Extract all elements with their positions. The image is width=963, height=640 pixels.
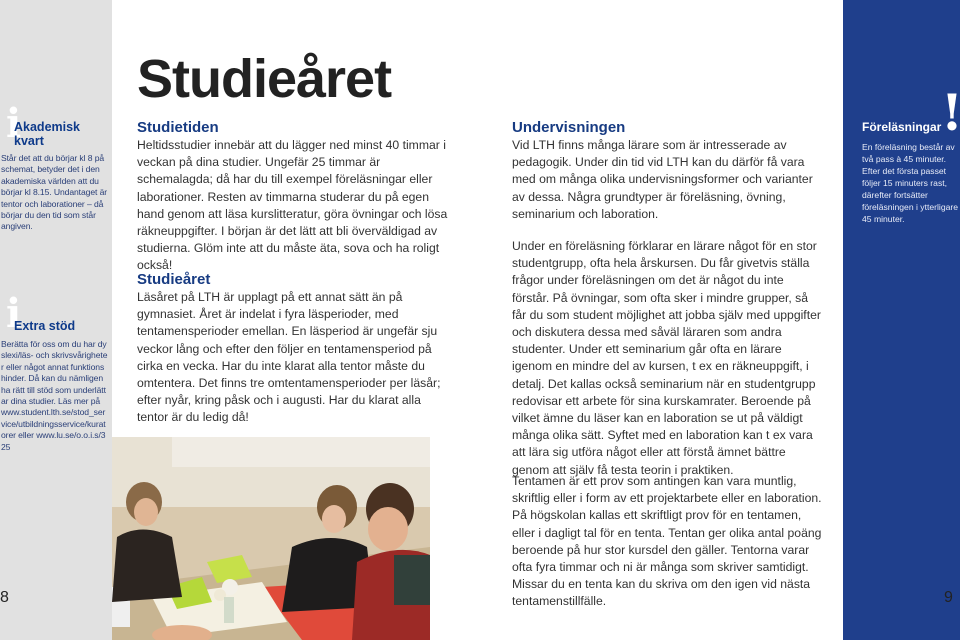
studiearet-text: Läsåret på LTH är upplagt på ett annat sätt än på gymnasiet. Året är indelat i fyra läsperioder, med tentamensperioder emellan. En läsperiod är ungefär sju veckor lång och efter den följer en tentamensperiod på cirka en vecka. Har du inte klarat alla tentor måste du omtentera. Det finns tre omtentamensperioder per läsår; efter nyår, kring påsk och i augusti. Har du klarat alla tentor är du ledig då! bbox=[137, 290, 441, 425]
extra-stod-heading: Extra stöd bbox=[14, 319, 76, 333]
akademisk-kvart-text: Står det att du börjar kl 8 på schemat, betyder det i den akademiska världen att du börjar kl 8.15. Undantaget är tentor och laborationer – då börjar du den tid som står angiven. bbox=[1, 153, 108, 232]
forelasningar-text: En föreläsning består av två pass à 45 minuter. Efter det första passet följer 15 minuters rast, därefter fortsätter föreläsningen i ytterligare 45 minuter. bbox=[862, 142, 959, 224]
akademisk-kvart-heading: Akademisk kvart bbox=[14, 120, 81, 148]
exclamation-icon: ! bbox=[941, 83, 963, 142]
undervisningen-p1: Vid LTH finns många lärare som är intresserade av pedagogik. Under din tid vid LTH kan du därför få vara med om många olika undervisningsformer och varianter av dessa. Några grundtyper är föreläsning, övning, seminarium och laboration. bbox=[512, 138, 813, 221]
forelasningar-heading: Föreläsningar bbox=[862, 120, 942, 134]
studiearet-heading: Studieåret bbox=[137, 271, 211, 288]
undervisningen-p3: Tentamen är ett prov som antingen kan vara muntlig, skriftlig eller i form av ett projektarbete eller en laboration. På högskolan kallas ett skriftligt prov för en tentamen, eller i dagligt tal för en tenta. Tentan ger olika antal poäng beroende på hur stor kursdel den gäller. Tentorna varar ofta fyra timmar och ni är många som skriver samtidigt. Missar du en tenta kan du skriva om den igen vid nästa tentamenstillfälle. bbox=[512, 474, 822, 609]
studietiden-heading: Studietiden bbox=[137, 119, 219, 136]
page-number-right: 9 bbox=[944, 589, 953, 606]
extra-stod-text: Berätta för oss om du har dyslexi/läs- och skrivsvårigheter eller något annat funktionshinder. Då kan du nämligen ha rätt till stöd som underlättar dina studier. Läs mer på www.student.lth.se/stod_service/utbildningsservice/kuratorer eller www.lu.se/o.o.i.s/325 bbox=[1, 339, 108, 452]
page-number-left: 8 bbox=[0, 589, 9, 606]
undervisningen-p2: Under en föreläsning förklarar en lärare något för en stor studentgrupp, ofta hela årskursen. Du får givetvis ställa frågor under föreläsningen om det är något du inte förstår. På övningar, som ofta sker i mindre grupper, så får du som student möjlighet att jobba själv med uppgifter och diskutera dessa med såväl läraren som andra studenter. Under ett seminarium går ofta en lärare igenom en mindre del av kursen, t ex en räkneuppgift, i detalj. Det kallas också seminarium när en studentgrupp redovisar ett arbete för sina kurskamrater. Beroende på vilket ämne du läser kan en laboration se ut på väldigt många olika sätt. Syftet med en laboration kan t ex vara att lära sig utföra något eller att förstå ämnet bättre genom att själv få testa teorin i praktiken. bbox=[512, 239, 821, 477]
undervisningen-heading: Undervisningen bbox=[512, 119, 626, 136]
studietiden-text: Heltidsstudier innebär att du lägger ned minst 40 timmar i veckan på dina studier. Ungefär 25 timmar är schemalagda; då har du till exempel föreläsningar eller laborationer. Resten av timmarna studerar du på egen hand genom att läsa kurslitteratur, göra övningar och lösa räkneuppgifter. I början är det lätt att bli överväldigad av studierna. Glöm inte att du måste äta, sova och ha roligt också! bbox=[137, 138, 448, 273]
classroom-photo bbox=[112, 437, 430, 640]
info-icon: i bbox=[6, 290, 22, 337]
info-icon: i bbox=[6, 100, 22, 147]
page-title: Studieåret bbox=[137, 49, 392, 109]
